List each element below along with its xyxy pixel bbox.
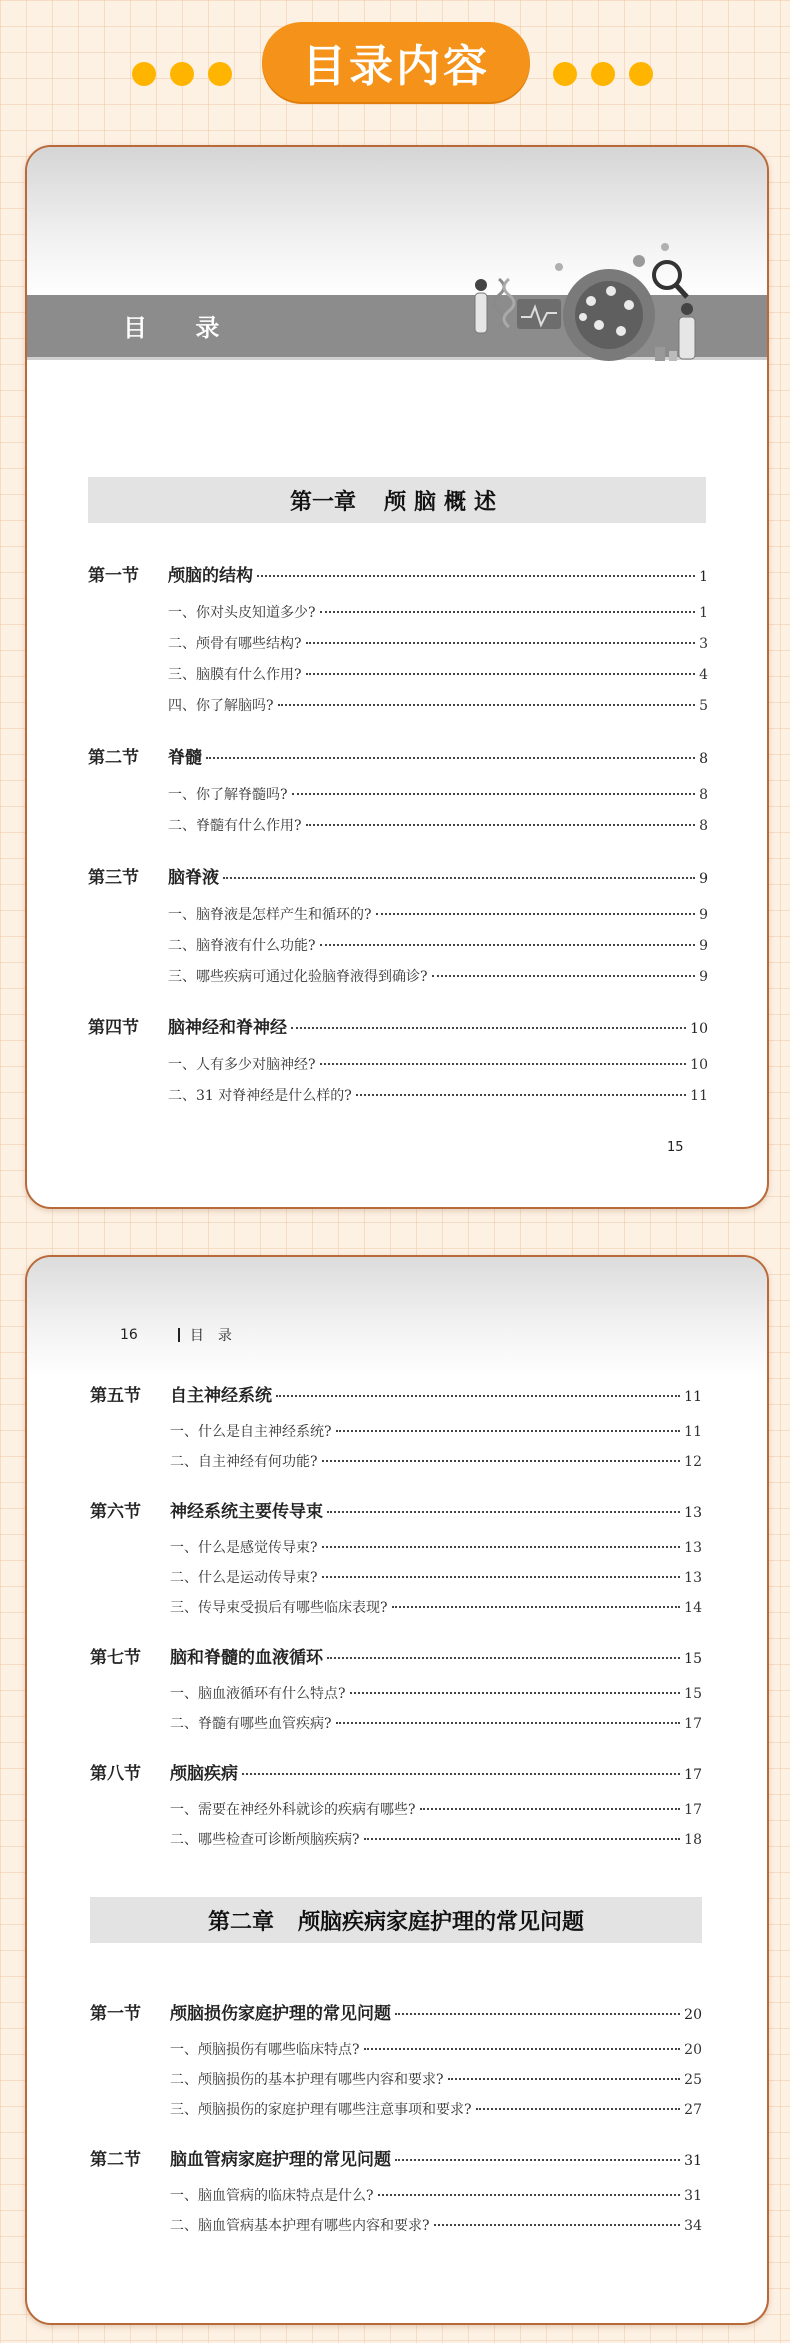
chapter-2-heading — [90, 1897, 702, 1943]
toc-item[interactable]: 三、颅脑损伤的家庭护理有哪些注意事项和要求? 27 — [170, 2102, 702, 2118]
toc-item[interactable]: 一、颅脑损伤有哪些临床特点? 20 — [170, 2042, 702, 2058]
toc-item[interactable]: 一、脑血管病的临床特点是什么? 31 — [170, 2188, 702, 2204]
toc-section[interactable]: 第二节 脊髓 8 — [88, 748, 708, 768]
chapter-title: 颅脑疾病家庭护理的常见问题 — [298, 1908, 585, 1935]
toc-section[interactable]: 第五节 自主神经系统 11 — [90, 1386, 702, 1406]
toc-item[interactable]: 二、脊髓有什么作用? 8 — [168, 818, 708, 834]
toc-item[interactable]: 二、脑脊液有什么功能? 9 — [168, 938, 708, 954]
chapter-title: 颅脑概述 — [384, 488, 505, 515]
header-banner — [0, 22, 790, 102]
toc-item[interactable]: 二、颅骨有哪些结构? 3 — [168, 636, 708, 652]
chapter-number: 第二章 — [207, 1908, 274, 1935]
toc-item[interactable]: 一、你了解脊髓吗? 8 — [168, 787, 708, 803]
toc-item[interactable]: 一、什么是自主神经系统? 11 — [170, 1424, 702, 1440]
chapter-1-heading — [88, 477, 706, 523]
running-header — [120, 1325, 246, 1345]
toc-page-15 — [25, 145, 769, 1209]
toc-section[interactable]: 第三节 脑脊液 9 — [88, 868, 708, 888]
banner-title: 目录内容 — [262, 22, 530, 102]
toc-item[interactable]: 二、脑血管病基本护理有哪些内容和要求? 34 — [170, 2218, 702, 2234]
toc-section[interactable]: 第二节 脑血管病家庭护理的常见问题 31 — [90, 2150, 702, 2170]
toc-item[interactable]: 二、脊髓有哪些血管疾病? 17 — [170, 1716, 702, 1732]
page-number: 15 — [667, 1140, 684, 1155]
toc-page-16 — [25, 1255, 769, 2325]
toc-item[interactable]: 二、31 对脊神经是什么样的? 11 — [168, 1088, 708, 1104]
toc-item[interactable]: 一、脑血液循环有什么特点? 15 — [170, 1686, 702, 1702]
toc-item[interactable]: 一、脑脊液是怎样产生和循环的? 9 — [168, 907, 708, 923]
toc-section[interactable]: 第六节 神经系统主要传导束 13 — [90, 1502, 702, 1522]
toc-item[interactable]: 二、哪些检查可诊断颅脑疾病? 18 — [170, 1832, 702, 1848]
toc-section[interactable]: 第八节 颅脑疾病 17 — [90, 1764, 702, 1784]
toc-item[interactable]: 三、哪些疾病可通过化验脑脊液得到确诊? 9 — [168, 969, 708, 985]
toc-section[interactable]: 第四节 脑神经和脊神经 10 — [88, 1018, 708, 1038]
toc-section[interactable]: 第一节 颅脑损伤家庭护理的常见问题 20 — [90, 2004, 702, 2024]
toc-item[interactable]: 二、什么是运动传导束? 13 — [170, 1570, 702, 1586]
toc-item[interactable]: 二、颅脑损伤的基本护理有哪些内容和要求? 25 — [170, 2072, 702, 2088]
toc-item[interactable]: 一、你对头皮知道多少? 1 — [168, 605, 708, 621]
toc-item[interactable]: 二、自主神经有何功能? 12 — [170, 1454, 702, 1470]
toc-item[interactable]: 一、什么是感觉传导束? 13 — [170, 1540, 702, 1556]
toc-item[interactable]: 四、你了解脑吗? 5 — [168, 698, 708, 714]
decor-dots-right — [553, 62, 653, 86]
toc-section[interactable]: 第一节 颅脑的结构 1 — [88, 566, 708, 586]
toc-item[interactable]: 一、需要在神经外科就诊的疾病有哪些? 17 — [170, 1802, 702, 1818]
chapter-number: 第一章 — [289, 488, 356, 515]
decor-dots-left — [132, 62, 232, 86]
toc-item[interactable]: 三、传导束受损后有哪些临床表现? 14 — [170, 1600, 702, 1616]
toc-item[interactable]: 三、脑膜有什么作用? 4 — [168, 667, 708, 683]
medical-illustration-icon — [459, 239, 709, 369]
toc-item[interactable]: 一、人有多少对脑神经? 10 — [168, 1057, 708, 1073]
toc-title: 目 录 — [123, 314, 240, 342]
header-page-number: 16 — [120, 1327, 138, 1343]
toc-section[interactable]: 第七节 脑和脊髓的血液循环 15 — [90, 1648, 702, 1668]
header-label: 目录 — [189, 1328, 246, 1344]
